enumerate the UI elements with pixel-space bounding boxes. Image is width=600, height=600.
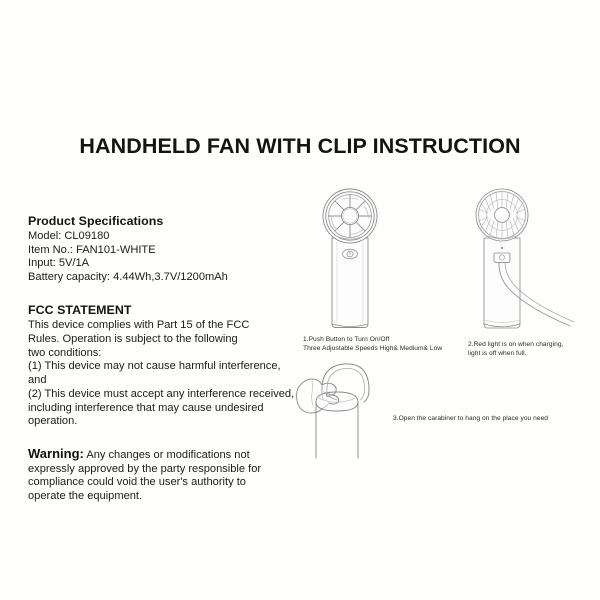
figure-fan-charging-view xyxy=(458,186,593,336)
figure-fan-front-view xyxy=(300,186,460,336)
figure-2-caption-line-2: light is off when full. xyxy=(468,349,527,357)
warning-block xyxy=(28,447,296,504)
warning-line-4: operate the equipment. xyxy=(28,490,143,503)
fcc-line-3: two conditions: xyxy=(28,346,102,359)
warning-line-2: expressly approved by the party responsible for xyxy=(28,462,262,475)
product-specifications-heading: Product Specifications xyxy=(28,214,164,228)
figure-carabiner-view xyxy=(296,362,596,462)
fcc-statement-block xyxy=(28,303,296,429)
warning-line-3: compliance could void the user's authority to xyxy=(28,476,246,489)
figure-2-caption xyxy=(468,341,563,358)
figure-1-caption xyxy=(303,336,442,353)
figure-3-caption xyxy=(393,415,548,424)
fan-charging-illustration xyxy=(458,186,593,336)
figure-1-caption-line-1: 1.Push Button to Turn On/Off xyxy=(303,336,390,343)
fcc-line-2: Rules. Operation is subject to the following xyxy=(28,333,238,346)
fcc-line-1: This device complies with Part 15 of the FCC xyxy=(28,319,250,332)
spec-model: Model: CL09180 xyxy=(28,230,110,242)
page-title: HANDHELD FAN WITH CLIP INSTRUCTION xyxy=(79,134,521,158)
carabiner-illustration xyxy=(296,362,596,462)
spec-input: Input: 5V/1A xyxy=(28,257,90,270)
figure-3-caption-line-1: 3.Open the carabiner to hang on the place you need xyxy=(393,415,549,422)
fcc-statement-heading: FCC STATEMENT xyxy=(28,303,132,318)
fcc-condition-2-continued: including interference that may cause undesired operation. xyxy=(28,401,264,428)
figure-2-caption-line-1: 2.Red light is on when charging, xyxy=(468,341,564,348)
warning-label: Warning: xyxy=(28,446,84,461)
fcc-condition-1: (1) This device may not cause harmful interference, and xyxy=(28,360,281,387)
spec-item-no: Item No.: FAN101-WHITE xyxy=(28,243,156,256)
left-text-column xyxy=(28,214,296,504)
fan-front-illustration xyxy=(300,186,460,336)
product-specifications-block xyxy=(28,214,296,284)
warning-first-line xyxy=(28,447,296,463)
figure-1-caption-line-2: Three Adjustable Speeds High& Medium& Low xyxy=(303,344,443,352)
fcc-condition-2: (2) This device must accept any interference received, xyxy=(28,387,295,400)
spec-battery-capacity: Battery capacity: 4.44Wh,3.7V/1200mAh xyxy=(28,270,228,283)
warning-line-1: Any changes or modifications not xyxy=(83,449,250,461)
